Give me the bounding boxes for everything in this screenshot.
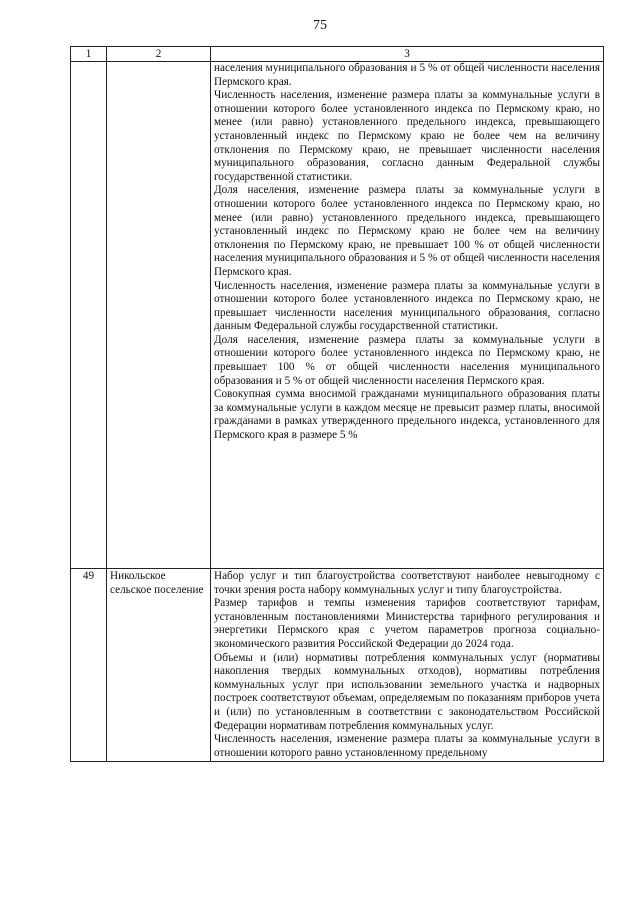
condition-paragraph: Набор услуг и тип благоустройства соответствуют наиболее невыгодному с точки зрения роста набору коммунальных услуг и типу благоустройства. [214, 570, 600, 596]
table-header-row [71, 47, 604, 62]
row-number-cell: 49 [71, 569, 107, 762]
condition-paragraph: Совокупная сумма вносимой гражданами муниципального образования платы за коммунальные услуги в каждом месяце не превысит размер платы, вносимой гражданами в рамках утвержденного предельного индекса, установленного для Пермского края в размере 5 % [214, 388, 600, 442]
column-header-3: 3 [211, 47, 604, 62]
page-number: 75 [313, 18, 327, 33]
conditions-cell [211, 62, 604, 569]
condition-paragraph: Численность населения, изменение размера платы за коммунальные услуги в отношении которого более установленного индекса по Пермскому краю, но менее (или равно) установленного предельного индекса, превышающего установленный индекс по Пермскому краю не более чем на величину отклонения по Пермскому краю, не превышает численности населения муниципального образования, согласно данным Федеральной службы государственной статистики. [214, 89, 600, 183]
conditions-cell [211, 569, 604, 762]
table-row [71, 569, 604, 762]
condition-paragraph: Численность населения, изменение размера платы за коммунальные услуги в отношении которого более установленного индекса по Пермскому краю, не превышает численности населения муниципального образования, согласно данным Федеральной службы государственной статистики. [214, 279, 600, 333]
condition-paragraph: Объемы и (или) нормативы потребления коммунальных услуг (нормативы накопления твердых коммунальных отходов), нормативы потребления коммунальных услуг при использовании земельного участка и надворных построек соответствуют объемам, определяемым по показаниям приборов учета и (или) по установленным в соответствии с законодательством Российской Федерации нормативам потребления коммунальных услуг. [214, 651, 600, 732]
condition-paragraph: Доля населения, изменение размера платы за коммунальные услуги в отношении которого более установленного индекса по Пермскому краю, не превышает 100 % от общей численности населения муниципального образования и 5 % от общей численности населения Пермского края. [214, 333, 600, 387]
column-header-2: 2 [107, 47, 211, 62]
condition-paragraph: Размер тарифов и темпы изменения тарифов соответствуют тарифам, установленным постановлениями Министерства тарифного регулирования и энергетики Пермского края с учетом параметров прогноза социально-экономического развития Российской Федерации до 2024 года. [214, 597, 600, 650]
table-row [71, 62, 604, 569]
row-number-cell [71, 62, 107, 569]
tariff-table [70, 46, 604, 762]
municipality-name-cell: Никольское сельское поселение [107, 569, 211, 762]
condition-paragraph: населения муниципального образования и 5 % от общей численности населения Пермского края. [214, 62, 600, 88]
condition-paragraph: Численность населения, изменение размера платы за коммунальные услуги в отношении которого равно установленному предельному [214, 733, 600, 759]
condition-paragraph: Доля населения, изменение размера платы за коммунальные услуги в отношении которого более установленного индекса по Пермскому краю, но менее (или равно) установленного предельного индекса, превышающего установленный индекс по Пермскому краю не более чем на величину отклонения по Пермскому краю, не превышает 100 % от общей численности населения муниципального образования и 5 % от общей численности населения Пермского края. [214, 184, 600, 278]
municipality-name-cell [107, 62, 211, 569]
column-header-1: 1 [71, 47, 107, 62]
